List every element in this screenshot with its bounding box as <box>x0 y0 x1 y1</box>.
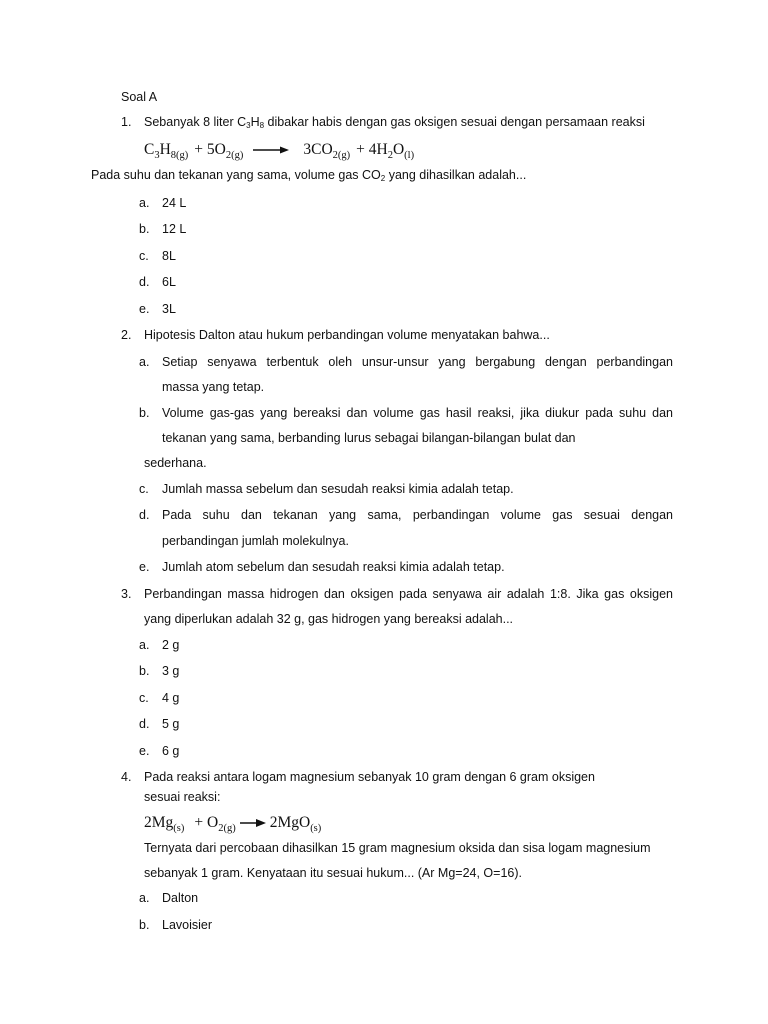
q2-option-a-line1: Setiap senyawa terbentuk oleh unsur-unsur yang bergabung dengan perbandingan <box>162 355 673 369</box>
q2-number: 2. <box>121 328 132 342</box>
q4-number: 4. <box>121 770 132 784</box>
q4-option-text: Lavoisier <box>162 918 213 932</box>
q4-option-letter: a. <box>139 891 150 905</box>
q1-option-letter: b. <box>139 222 150 236</box>
q1-followup: Pada suhu dan tekanan yang sama, volume gas $CO_2$ yang dihasilkan adalah... <box>91 168 527 183</box>
q1-option-letter: a. <box>139 196 150 210</box>
q2-option-letter: d. <box>139 508 150 522</box>
q2-option-c-line1: Jumlah massa sebelum dan sesudah reaksi kimia adalah tetap. <box>162 482 514 496</box>
q3-option-letter: e. <box>139 744 150 758</box>
q3-line1: Perbandingan massa hidrogen dan oksigen pada senyawa air adalah 1:8. Jika gas oksigen <box>144 587 673 601</box>
reaction-arrow-icon <box>253 145 289 155</box>
page-title: Soal A <box>121 90 158 104</box>
q2-option-letter: e. <box>139 560 150 574</box>
q3-option-letter: c. <box>139 691 149 705</box>
q3-option-letter: d. <box>139 717 150 731</box>
reaction-arrow-icon <box>240 818 266 828</box>
q2-option-letter: a. <box>139 355 150 369</box>
q4-line3: Ternyata dari percobaan dihasilkan 15 gram magnesium oksida dan sisa logam magnesium <box>144 841 651 855</box>
q3-number: 3. <box>121 587 132 601</box>
q2-option-letter: c. <box>139 482 149 496</box>
q3-option-text: 4 g <box>162 691 180 705</box>
q3-option-text: 2 g <box>162 638 180 652</box>
q1-equation: $C_3H_{8(g)} + 5O_{2(g)}$ $3CO_{2(g)} + 4H_2O_{(l)}$ <box>144 141 415 161</box>
q3-option-text: 6 g <box>162 744 180 758</box>
q4-option-text: Dalton <box>162 891 199 905</box>
q4-line4: sebanyak 1 gram. Kenyataan itu sesuai hukum... (Ar Mg=24, O=16). <box>144 866 522 880</box>
q2-option-d-line2: perbandingan jumlah molekulnya. <box>162 534 349 548</box>
q1-number: 1. <box>121 115 132 129</box>
q1-text: Sebanyak 8 liter $C_3H_8$ dibakar habis dengan gas oksigen sesuai dengan persamaan reaksi <box>144 115 645 130</box>
q3-option-letter: b. <box>139 664 150 678</box>
q2-option-b-line1: Volume gas-gas yang bereaksi dan volume gas hasil reaksi, jika diukur pada suhu dan <box>162 406 673 420</box>
q1-option-letter: c. <box>139 249 149 263</box>
q4-option-letter: b. <box>139 918 150 932</box>
q4-line1: Pada reaksi antara logam magnesium sebanyak 10 gram dengan 6 gram oksigen <box>144 770 595 784</box>
q1-option-text: 8L <box>162 249 176 263</box>
q1-option-text: 12 L <box>162 222 187 236</box>
q1-option-letter: d. <box>139 275 150 289</box>
q3-option-letter: a. <box>139 638 150 652</box>
q4-equation: $2Mg_{(s)} + O_{2(g)}$ 2MgO$_{(s)}$ <box>144 814 322 834</box>
q1-option-text: 6L <box>162 275 176 289</box>
q2-option-e-line1: Jumlah atom sebelum dan sesudah reaksi kimia adalah tetap. <box>162 560 505 574</box>
q3-option-text: 3 g <box>162 664 180 678</box>
q3-option-text: 5 g <box>162 717 180 731</box>
q1-option-text: 3L <box>162 302 176 316</box>
q2-option-d-line1: Pada suhu dan tekanan yang sama, perbandingan volume gas sesuai dengan <box>162 508 673 522</box>
q2-option-letter: b. <box>139 406 150 420</box>
q2-option-b-line2: tekanan yang sama, berbanding lurus sebagai bilangan-bilangan bulat dan <box>162 431 576 445</box>
q2-option-a-line2: massa yang tetap. <box>162 380 265 394</box>
q2-option-b-line3: sederhana. <box>144 456 207 470</box>
q2-text: Hipotesis Dalton atau hukum perbandingan volume menyatakan bahwa... <box>144 328 550 342</box>
q3-line2: yang diperlukan adalah 32 g, gas hidrogen yang bereaksi adalah... <box>144 612 514 626</box>
q1-option-letter: e. <box>139 302 150 316</box>
q4-line2: sesuai reaksi: <box>144 790 221 804</box>
q1-option-text: 24 L <box>162 196 187 210</box>
